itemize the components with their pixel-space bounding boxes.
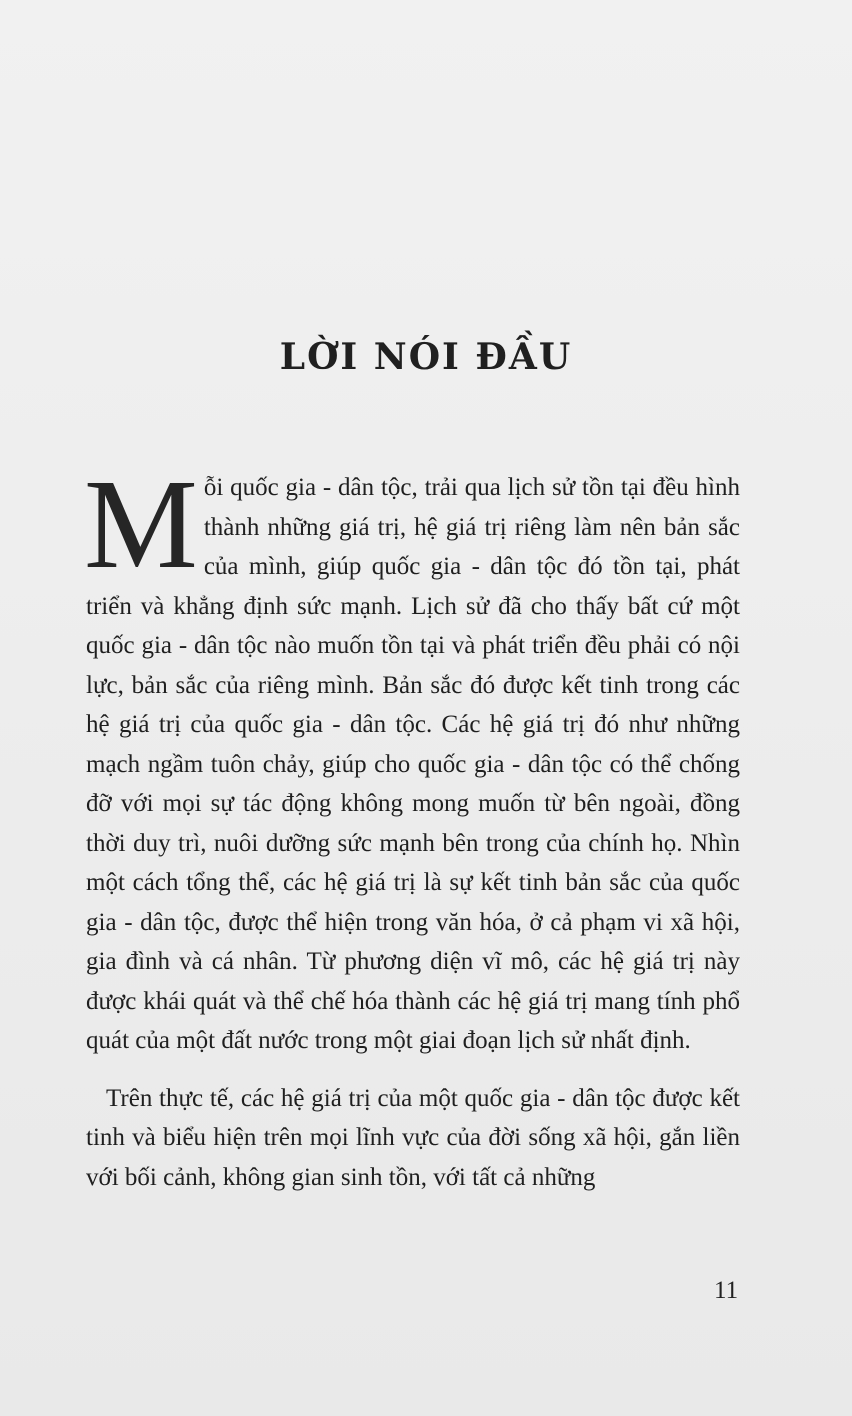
paragraph-1 <box>84 453 740 1061</box>
body-text <box>84 453 740 1197</box>
paragraph-1-text: ỗi quốc gia - dân tộc, trải qua lịch sử tồn tại đều hình thành những giá trị, hệ giá trị riêng làm nên bản sắc của mình, giúp quốc gia - dân tộc đó tồn tại, phát triển và khẳng định sức mạnh. Lịch sử đã cho thấy bất cứ một quốc gia - dân tộc nào muốn tồn tại và phát triển đều phải có nội lực, bản sắc của riêng mình. Bản sắc đó được kết tinh trong các hệ giá trị của quốc gia - dân tộc. Các hệ giá trị đó như những mạch ngầm tuôn chảy, giúp cho quốc gia - dân tộc có thể chống đỡ với mọi sự tác động không mong muốn từ bên ngoài, đồng thời duy trì, nuôi dưỡng sức mạnh bên trong của chính họ. Nhìn một cách tổng thể, các hệ giá trị là sự kết tinh bản sắc của quốc gia - dân tộc, được thể hiện trong văn hóa, ở cả phạm vi xã hội, gia đình và cá nhân. Từ phương diện vĩ mô, các hệ giá trị này được khái quát và thể chế hóa thành các hệ giá trị mang tính phổ quát của một đất nước trong một giai đoạn lịch sử nhất định. <box>86 474 740 1054</box>
page-number: 11 <box>714 1277 739 1304</box>
page-title: LỜI NÓI ĐẦU <box>279 336 573 378</box>
drop-cap: M <box>84 453 198 595</box>
bleed-through-texture <box>270 130 790 470</box>
paragraph-2: Trên thực tế, các hệ giá trị của một quốc gia - dân tộc được kết tinh và biểu hiện trên mọi lĩnh vực của đời sống xã hội, gắn liền với bối cảnh, không gian sinh tồn, với tất cả những <box>86 1084 740 1191</box>
